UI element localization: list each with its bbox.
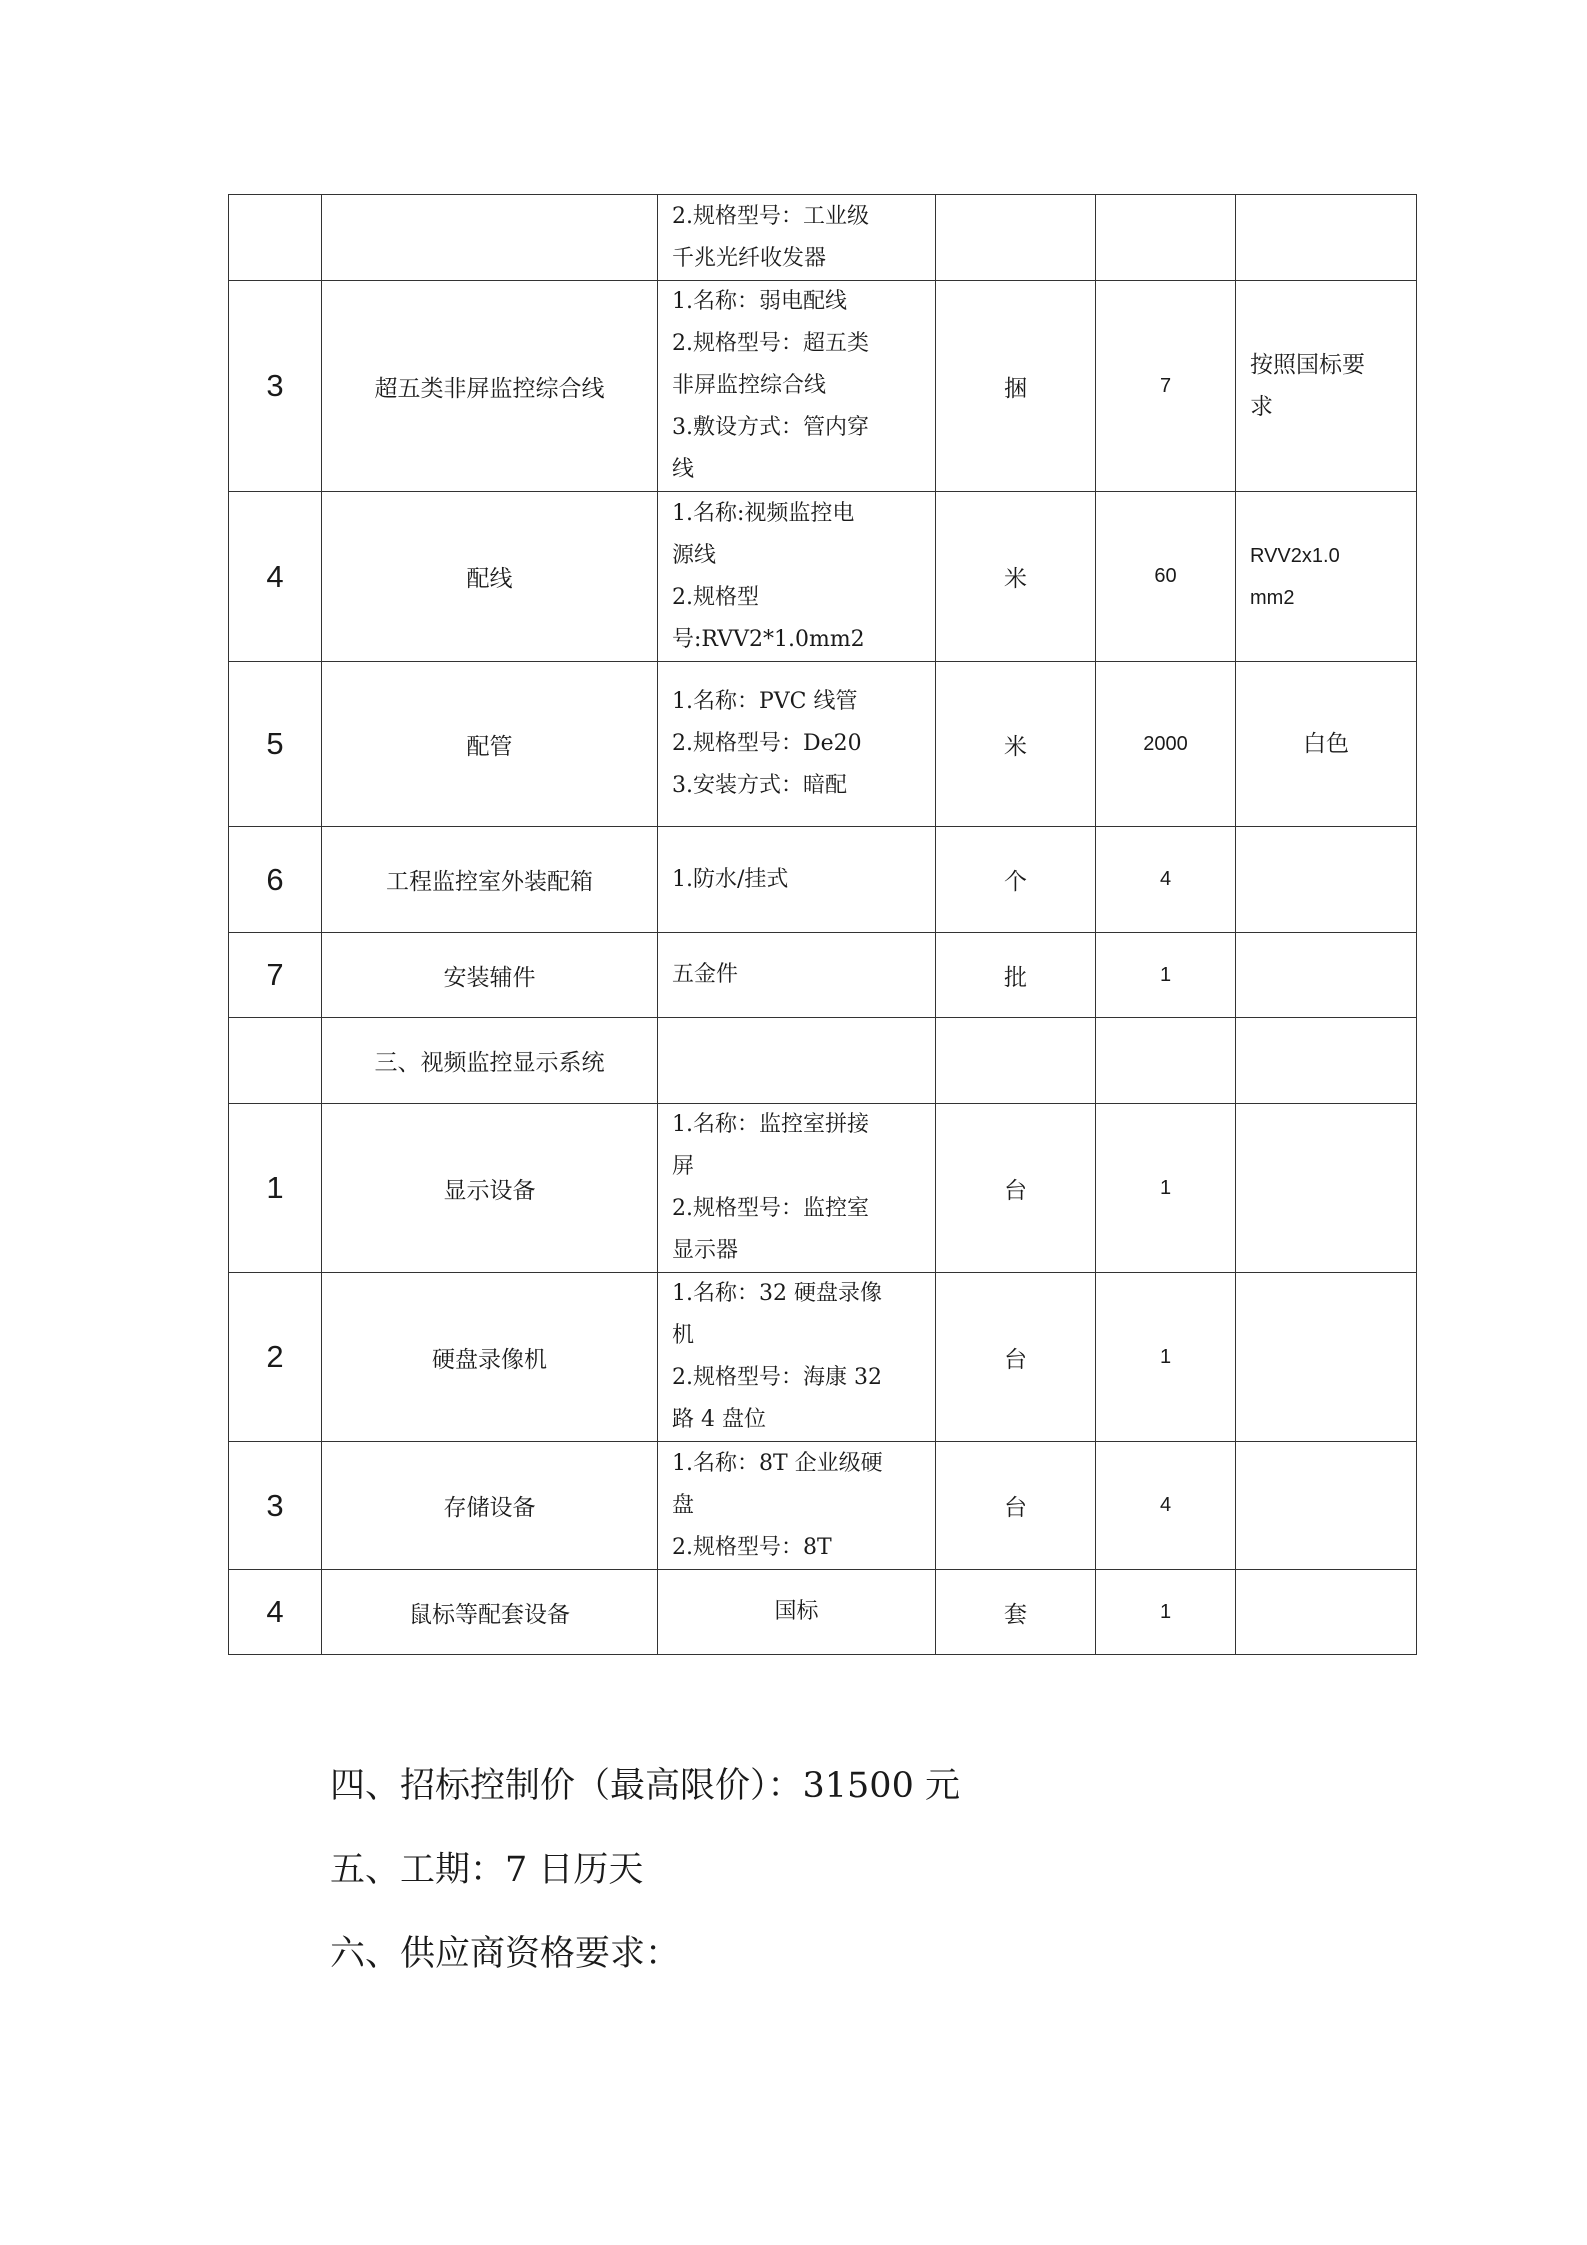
row-number: [229, 195, 322, 281]
item-note: [1236, 662, 1417, 827]
item-spec-line: 2.规格型号：超五类: [672, 331, 869, 356]
table-row: [229, 933, 1417, 1018]
item-spec-line: 2.规格型号：监控室: [672, 1196, 869, 1221]
item-spec-line: 1.名称:视频监控电: [672, 500, 855, 526]
table-row: [229, 1273, 1417, 1442]
row-number: 7: [229, 933, 322, 1018]
item-note-line: mm2: [1250, 586, 1295, 609]
row-number: 2: [229, 1273, 322, 1442]
row-number: 4: [229, 1570, 322, 1655]
item-spec-line: 显示器: [672, 1238, 739, 1263]
row-number: 3: [229, 1442, 322, 1570]
item-quantity: 4: [1096, 1442, 1236, 1570]
item-spec: [658, 933, 936, 1018]
item-unit: 捆: [936, 281, 1096, 492]
section-price: 四、招标控制价（最高限价）：31500 元: [330, 1766, 960, 1806]
item-note: [1236, 1018, 1417, 1104]
item-spec: [658, 492, 936, 662]
item-spec: [658, 827, 936, 933]
item-name: [322, 195, 658, 281]
item-name: 三、视频监控显示系统: [322, 1018, 658, 1104]
item-spec: [658, 1104, 936, 1273]
item-spec-line: 2.规格型号：8T: [672, 1534, 832, 1560]
item-spec-line: 2.规格型: [672, 584, 759, 610]
item-note-line: 求: [1250, 394, 1273, 420]
item-note: [1236, 933, 1417, 1018]
item-spec-line: 1.名称：32 硬盘录像: [672, 1281, 882, 1306]
item-note: [1236, 827, 1417, 933]
item-spec-line: 盘: [672, 1492, 695, 1518]
table-row: [229, 1104, 1417, 1273]
item-spec: [658, 281, 936, 492]
item-spec-line: 源线: [672, 542, 717, 568]
item-unit: 批: [936, 933, 1096, 1018]
item-quantity: 1: [1096, 1570, 1236, 1655]
item-spec-line: 千兆光纤收发器: [672, 245, 827, 271]
row-number: 4: [229, 492, 322, 662]
item-spec-line: 非屏监控综合线: [672, 373, 827, 398]
item-spec-line: 1.防水/挂式: [672, 866, 789, 892]
item-name: 配管: [322, 662, 658, 827]
item-note: [1236, 1570, 1417, 1655]
table-row: [229, 1018, 1417, 1104]
item-spec: [658, 195, 936, 281]
item-unit: [936, 1018, 1096, 1104]
item-name: 工程监控室外装配箱: [322, 827, 658, 933]
item-quantity: [1096, 195, 1236, 281]
item-unit: 台: [936, 1273, 1096, 1442]
item-note-line: 按照国标要: [1250, 352, 1365, 378]
item-note: [1236, 1104, 1417, 1273]
item-unit: 米: [936, 492, 1096, 662]
item-spec-line: 3.敷设方式：管内穿: [672, 415, 869, 440]
row-number: 1: [229, 1104, 322, 1273]
item-unit: 米: [936, 662, 1096, 827]
item-spec: [658, 1442, 936, 1570]
table-row: [229, 195, 1417, 281]
item-quantity: [1096, 1018, 1236, 1104]
item-spec: [658, 1018, 936, 1104]
item-name: 超五类非屏监控综合线: [322, 281, 658, 492]
table-row: [229, 827, 1417, 933]
item-quantity: 2000: [1096, 662, 1236, 827]
item-note: [1236, 195, 1417, 281]
item-spec-line: 2.规格型号：De20: [672, 731, 862, 756]
item-unit: 个: [936, 827, 1096, 933]
row-number: 6: [229, 827, 322, 933]
item-quantity: 1: [1096, 933, 1236, 1018]
table-row: [229, 662, 1417, 827]
item-note-line: 白色: [1303, 731, 1349, 757]
item-unit: 台: [936, 1442, 1096, 1570]
equipment-table: [228, 194, 1417, 1655]
item-unit: [936, 195, 1096, 281]
item-spec-line: 五金件: [672, 962, 739, 987]
item-spec-line: 2.规格型号：工业级: [672, 203, 869, 229]
table-row: [229, 281, 1417, 492]
item-spec: [658, 1273, 936, 1442]
item-spec-line: 2.规格型号：海康 32: [672, 1365, 882, 1390]
row-number: [229, 1018, 322, 1104]
item-quantity: 4: [1096, 827, 1236, 933]
item-spec: [658, 1570, 936, 1655]
item-unit: 套: [936, 1570, 1096, 1655]
row-number: 3: [229, 281, 322, 492]
section-qualification: 六、供应商资格要求：: [330, 1934, 681, 1974]
item-note: [1236, 492, 1417, 662]
item-name: 配线: [322, 492, 658, 662]
item-spec-line: 屏: [672, 1154, 695, 1179]
item-name: 硬盘录像机: [322, 1273, 658, 1442]
item-spec-line: 1.名称：8T 企业级硬: [672, 1450, 883, 1476]
item-spec-line: 1.名称：PVC 线管: [672, 689, 858, 714]
item-quantity: 1: [1096, 1104, 1236, 1273]
item-quantity: 7: [1096, 281, 1236, 492]
table-row: [229, 1442, 1417, 1570]
item-note: [1236, 281, 1417, 492]
item-spec-line: 3.安装方式：暗配: [672, 773, 847, 798]
item-spec-line: 线: [672, 457, 695, 482]
item-spec-line: 1.名称：监控室拼接: [672, 1112, 869, 1137]
item-name: 鼠标等配套设备: [322, 1570, 658, 1655]
item-spec-line: 路 4 盘位: [672, 1407, 766, 1432]
table-row: [229, 1570, 1417, 1655]
item-spec-line: 国标: [774, 1599, 819, 1624]
item-spec-line: 机: [672, 1323, 695, 1348]
section-period: 五、工期：7 日历天: [330, 1850, 644, 1890]
item-spec-line: 1.名称：弱电配线: [672, 289, 847, 314]
item-name: 显示设备: [322, 1104, 658, 1273]
row-number: 5: [229, 662, 322, 827]
item-name: 存储设备: [322, 1442, 658, 1570]
item-quantity: 1: [1096, 1273, 1236, 1442]
item-note: [1236, 1442, 1417, 1570]
item-spec-line: 号:RVV2*1.0mm2: [672, 626, 865, 652]
item-note: [1236, 1273, 1417, 1442]
item-spec: [658, 662, 936, 827]
item-quantity: 60: [1096, 492, 1236, 662]
item-name: 安装辅件: [322, 933, 658, 1018]
table-row: [229, 492, 1417, 662]
item-unit: 台: [936, 1104, 1096, 1273]
item-note-line: RVV2x1.0: [1250, 544, 1340, 567]
